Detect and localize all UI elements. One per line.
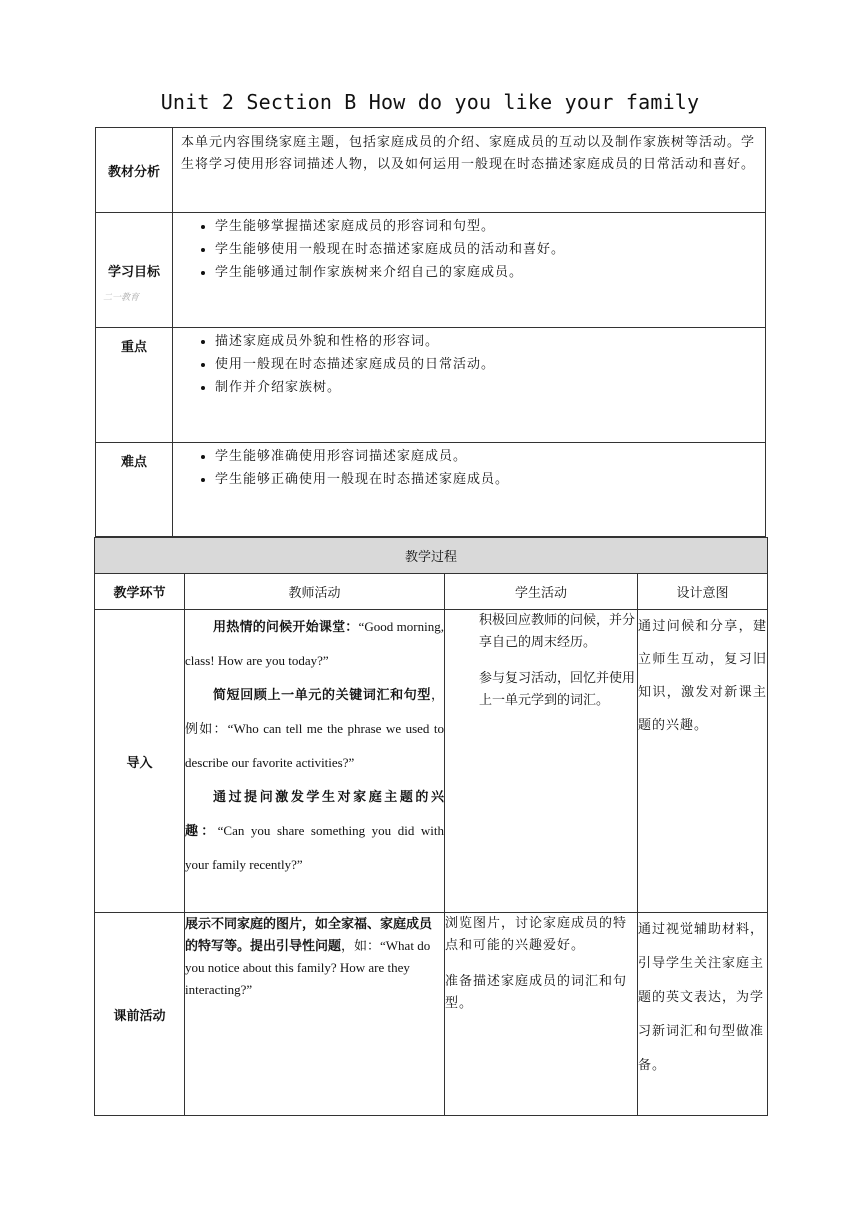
process-header-row: [95, 574, 768, 610]
list-item: • 描述家庭成员外貌和性格的形容词。: [215, 330, 757, 353]
objectives-label: 学习目标: [96, 213, 173, 328]
difficulties-row: [96, 443, 766, 537]
design-intent-cell: 通过问候和分享，建立师生互动，复习旧知识，激发对新课主题的兴趣。: [638, 610, 768, 913]
difficulties-cell: [173, 443, 766, 537]
stage-cell: 导入: [95, 610, 185, 913]
key-points-row: [96, 328, 766, 443]
list-item: • 使用一般现在时态描述家庭成员的日常活动。: [215, 353, 757, 376]
teacher-activity-paragraph: 用热情的问候开始课堂：“Good morning, class! How are you today?”: [185, 619, 444, 668]
teacher-activity-paragraph: 通过提问激发学生对家庭主题的兴趣：“Can you share something you did with your family recently?”: [185, 789, 444, 872]
student-activity-paragraph: 积极回应教师的问候，并分享自己的周末经历。: [479, 613, 636, 650]
list-item: • 学生能够通过制作家族树来介绍自己的家庭成员。: [215, 261, 757, 284]
difficulties-list: [181, 445, 757, 491]
list-item: • 学生能够掌握描述家庭成员的形容词和句型。: [215, 215, 757, 238]
column-header: 设计意图: [638, 574, 768, 610]
process-table: [94, 537, 768, 1116]
analysis-row: [96, 128, 766, 213]
objectives-row: [96, 213, 766, 328]
student-activity-cell: [445, 610, 638, 913]
student-activity-cell: [445, 913, 638, 1116]
difficulties-label: 难点: [96, 443, 173, 537]
objectives-list: [181, 215, 757, 284]
process-section-row: [95, 538, 768, 574]
list-item: • 学生能够使用一般现在时态描述家庭成员的活动和喜好。: [215, 238, 757, 261]
column-header: 教师活动: [185, 574, 445, 610]
teacher-activity-paragraph: 简短回顾上一单元的关键词汇和句型，例如：“Who can tell me the phrase we used to describe our favorite activities?”: [185, 687, 444, 770]
column-header: 学生活动: [445, 574, 638, 610]
teacher-activity-cell: 展示不同家庭的图片，如全家福、家庭成员的特写等。提出引导性问题，如：“What do you notice about this family? How are they interacting?”: [185, 913, 445, 1116]
student-activity-paragraph: 浏览图片，讨论家庭成员的特点和可能的兴趣爱好。: [445, 916, 628, 953]
process-section-title: 教学过程: [95, 538, 768, 574]
column-header: 教学环节: [95, 574, 185, 610]
student-activity-paragraph: 参与复习活动，回忆并使用上一单元学到的词汇。: [479, 671, 636, 708]
teacher-activity-cell: [185, 610, 445, 913]
key-points-label: 重点: [96, 328, 173, 443]
objectives-list-cell: [173, 213, 766, 328]
document-title: Unit 2 Section B How do you like your family: [160, 90, 700, 114]
table-row: [95, 610, 768, 913]
list-item: • 学生能够准确使用形容词描述家庭成员。: [215, 445, 757, 468]
list-item: • 学生能够正确使用一般现在时态描述家庭成员。: [215, 468, 757, 491]
analysis-text: 本单元内容围绕家庭主题，包括家庭成员的介绍、家庭成员的互动以及制作家族树等活动。学生将学习使用形容词描述人物，以及如何运用一般现在时态描述家庭成员的日常活动和喜好。: [173, 128, 766, 213]
design-intent-cell: 通过视觉辅助材料，引导学生关注家庭主题的英文表达，为学习新词汇和句型做准备。: [638, 913, 768, 1116]
stage-cell: 课前活动: [95, 913, 185, 1116]
watermark-logo: 二一教育: [103, 293, 140, 303]
table-row: [95, 913, 768, 1116]
key-points-list: [181, 330, 757, 399]
list-item: • 制作并介绍家族树。: [215, 376, 757, 399]
student-activity-paragraph: 准备描述家庭成员的词汇和句型。: [445, 974, 628, 1011]
analysis-label: 教材分析: [96, 128, 173, 213]
key-points-cell: [173, 328, 766, 443]
overview-table: [95, 127, 766, 537]
